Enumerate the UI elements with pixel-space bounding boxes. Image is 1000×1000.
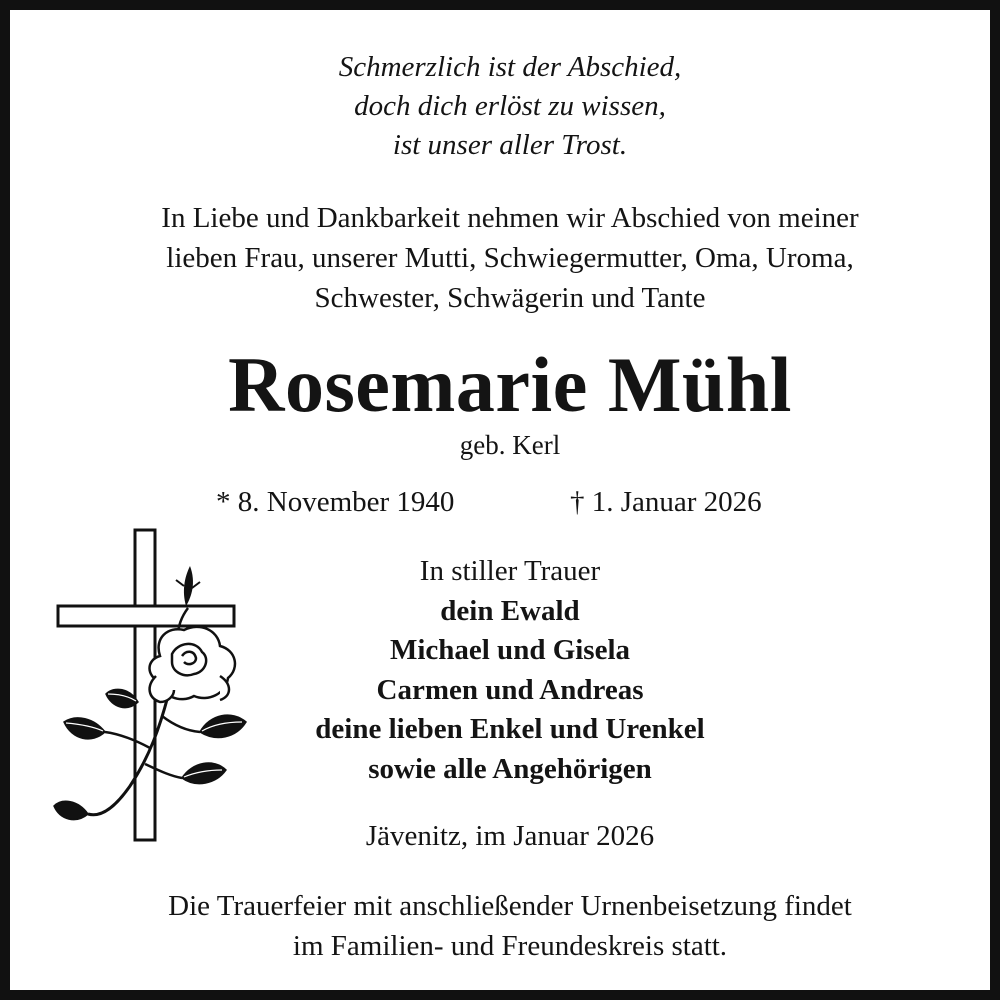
- mourner-name: Carmen und Andreas: [376, 673, 644, 706]
- mourner-name: deine lieben Enkel und Urenkel: [315, 713, 705, 745]
- funeral-notice: [10, 886, 1000, 966]
- mourner-name: Michael und Gisela: [389, 634, 631, 666]
- motto-line: doch dich erlöst zu wissen,: [354, 90, 666, 122]
- maiden-name: geb. Kerl: [459, 430, 561, 460]
- place-and-date: Jävenitz, im Januar 2026: [365, 820, 655, 852]
- intro-text: [10, 198, 1000, 318]
- motto-line: ist unser aller Trost.: [392, 129, 628, 161]
- mourners-heading: In stiller Trauer: [419, 555, 601, 587]
- funeral-line: im Familien- und Freundeskreis statt.: [292, 930, 728, 962]
- death-date: † 1. Januar 2026: [570, 486, 762, 518]
- motto-line: Schmerzlich ist der Abschied,: [338, 51, 682, 83]
- deceased-name: Rosemarie Mühl: [228, 341, 792, 428]
- intro-line: lieben Frau, unserer Mutti, Schwiegermutter, Oma, Uroma,: [166, 242, 854, 274]
- mourners-block: [10, 552, 1000, 789]
- mourner-name: dein Ewald: [440, 594, 580, 627]
- mourner-name: sowie alle Angehörigen: [368, 752, 652, 785]
- motto-verse: [10, 48, 1000, 165]
- birth-date: * 8. November 1940: [216, 486, 455, 518]
- intro-line: Schwester, Schwägerin und Tante: [314, 282, 706, 314]
- funeral-line: Die Trauerfeier mit anschließender Urnenbeisetzung findet: [168, 890, 852, 922]
- intro-line: In Liebe und Dankbarkeit nehmen wir Abschied von meiner: [161, 202, 859, 234]
